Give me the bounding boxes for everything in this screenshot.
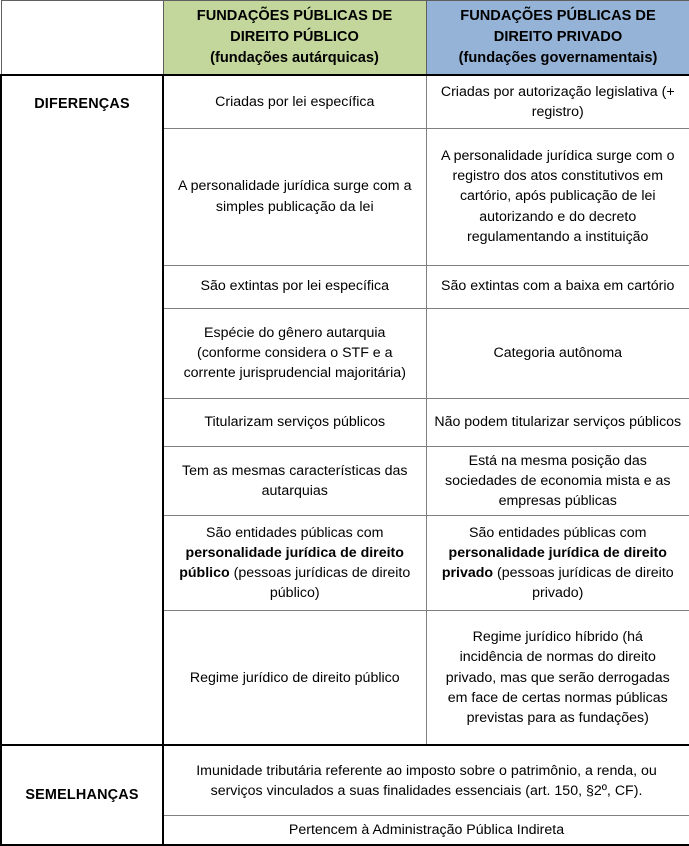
table-row — [1, 745, 689, 815]
header-private-line2: DIREITO PRIVADO — [493, 29, 623, 45]
header-corner-blank — [1, 1, 163, 76]
cell-private-2: São extintas com a baixa em cartório — [426, 265, 689, 308]
cell-private-6 — [426, 515, 689, 610]
header-public-line3: (fundações autárquicas) — [210, 50, 379, 66]
section-label-diferencas: DIFERENÇAS — [1, 75, 163, 745]
header-private-line1: FUNDAÇÕES PÚBLICAS DE — [460, 8, 656, 24]
cell-public-6 — [163, 515, 426, 610]
header-public-line1: FUNDAÇÕES PÚBLICAS DE — [196, 8, 393, 24]
cell-private-6-post: (pessoas jurídicas de direito privado) — [493, 564, 674, 602]
cell-public-6-post: (pessoas jurídicas de direito público) — [229, 564, 411, 602]
table-header-row — [1, 1, 689, 76]
cell-private-4: Não podem titularizar serviços públicos — [426, 398, 689, 446]
cell-private-6-bold: personalidade jurídica de direito privado — [441, 544, 667, 581]
cell-similarity-0: Imunidade tributária referente ao imposto sobre o patrimônio, a renda, ou serviços vinculados a suas finalidades essenciais (art. 150, §2º, CF). — [163, 745, 689, 815]
cell-private-3: Categoria autônoma — [426, 308, 689, 398]
header-private-line3: (fundações governamentais) — [458, 50, 658, 66]
cell-public-4: Titularizam serviços públicos — [163, 398, 426, 446]
cell-public-5: Tem as mesmas características das autarquias — [163, 446, 426, 515]
cell-public-6-pre: São entidades públicas com — [206, 524, 384, 541]
header-fundacoes-publicas-direito-privado — [426, 1, 689, 76]
cell-public-7: Regime jurídico de direito público — [163, 610, 426, 745]
cell-public-0: Criadas por lei específica — [163, 75, 426, 128]
cell-public-2: São extintas por lei específica — [163, 265, 426, 308]
cell-private-0: Criadas por autorização legislativa (+ registro) — [426, 75, 689, 128]
cell-public-3: Espécie do gênero autarquia (conforme considera o STF e a corrente jurisprudencial majoritária) — [163, 308, 426, 398]
cell-similarity-1: Pertencem à Administração Pública Indireta — [163, 815, 689, 845]
cell-public-6-bold: personalidade jurídica de direito público — [179, 544, 404, 581]
cell-private-1: A personalidade jurídica surge com o registro dos atos constitutivos em cartório, após publicação de lei autorizando e do decreto regulamentando a instituição — [426, 128, 689, 265]
header-fundacoes-publicas-direito-publico — [163, 1, 426, 76]
header-public-line2: DIREITO PÚBLICO — [230, 29, 359, 45]
cell-public-1: A personalidade jurídica surge com a simples publicação da lei — [163, 128, 426, 265]
section-label-semelhancas: SEMELHANÇAS — [1, 745, 163, 845]
cell-private-6-pre: São entidades públicas com — [469, 524, 647, 541]
table-row — [1, 75, 689, 128]
cell-private-5: Está na mesma posição das sociedades de economia mista e as empresas públicas — [426, 446, 689, 515]
cell-private-7: Regime jurídico híbrido (há incidência de normas do direito privado, mas que serão derrogadas em face de certas normas públicas previstas para as fundações) — [426, 610, 689, 745]
